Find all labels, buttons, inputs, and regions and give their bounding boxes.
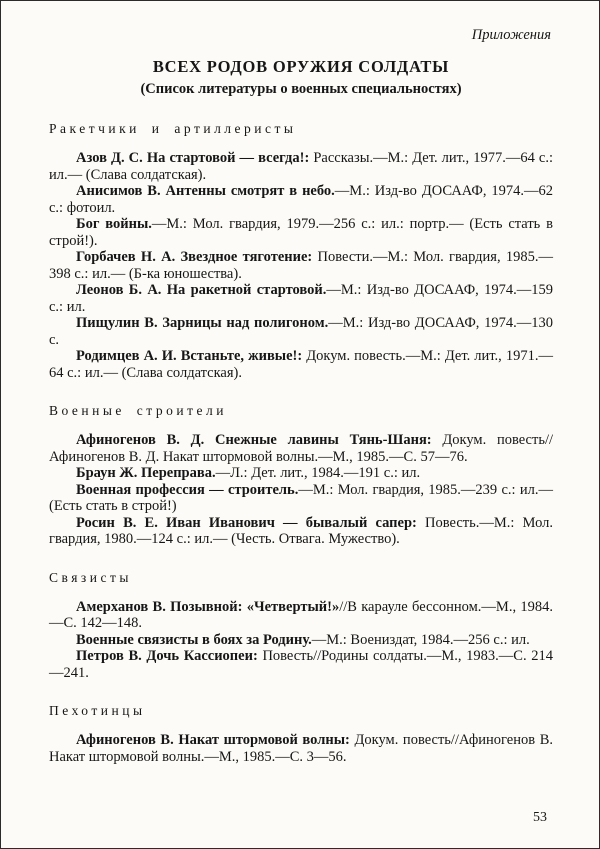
entry-author-title: Горбачев Н. А. Звездное тяготение:: [76, 249, 313, 265]
bib-entry: [49, 515, 553, 548]
entry-imprint: Повесть.—М.: Мол. гвардия, 1980.—124 с.: ил.— (Честь. Отвага. Мужество).: [49, 514, 554, 547]
entry-imprint: —М.: Изд-во ДОСААФ, 1974.—130 с.: [49, 315, 553, 348]
bib-entry: [49, 465, 553, 482]
running-head: [49, 27, 553, 44]
section-infantrymen: [49, 703, 553, 765]
title-block: [49, 56, 553, 99]
bib-entry: [49, 183, 553, 216]
running-head-text: Приложения: [471, 27, 551, 43]
bib-entry: [49, 150, 553, 183]
section-rocketeers-artillerymen: [49, 121, 553, 381]
bib-entry: [49, 482, 553, 515]
entry-author-title: Петров В. Дочь Кассиопеи:: [76, 648, 258, 664]
entry-imprint: Докум. повесть.—М.: Дет. лит., 1971.—64 с.: ил.— (Слава солдатская).: [49, 348, 553, 381]
entry-author-title: Браун Ж. Переправа.: [76, 465, 216, 481]
bib-entry: [49, 632, 553, 649]
bib-entry: [49, 348, 553, 381]
entry-author-title: Пищулин В. Зарницы над полигоном.: [76, 315, 329, 331]
bib-entry: [49, 249, 553, 282]
bib-entry: [49, 432, 553, 465]
section-signalmen: [49, 570, 553, 682]
entry-author-title: Военная профессия — строитель.: [76, 481, 299, 498]
bib-entry: [49, 282, 553, 315]
section-heading: Ракетчики и артиллеристы: [49, 121, 297, 136]
entry-author-title: Анисимов В. Антенны смотрят в небо.: [76, 183, 335, 199]
entry-author-title: Бог войны.: [76, 216, 152, 232]
section-heading: Пехотинцы: [49, 703, 146, 718]
page-number: 53: [533, 810, 547, 825]
section-heading: Связисты: [49, 569, 132, 585]
page-title: ВСЕХ РОДОВ ОРУЖИЯ СОЛДАТЫ: [152, 57, 450, 76]
page-subtitle: (Список литературы о военных специальностях): [140, 81, 462, 97]
entry-author-title: Родимцев А. И. Встаньте, живые!:: [76, 348, 303, 364]
entry-author-title: Азов Д. С. На стартовой — всегда!:: [76, 150, 310, 166]
entry-author-title: Военные связисты в боях за Родину.: [76, 631, 312, 648]
entry-imprint: Рассказы.—М.: Дет. лит., 1977.—64 с.: ил.— (Слава солдатская).: [49, 150, 553, 183]
bib-entry: [49, 732, 553, 765]
bib-entry: [49, 315, 553, 348]
entry-imprint: Докум. повесть//Афиногенов В. Накат штормовой волны.—М., 1985.—С. 3—56.: [49, 732, 553, 765]
entry-imprint: —М.: Изд-во ДОСААФ, 1974.—62 с.: фотоил.: [49, 183, 553, 216]
bib-entry: [49, 648, 553, 681]
entry-imprint: Докум. повесть//Афиногенов В. Д. Накат штормовой волны.—М., 1985.—С. 57—76.: [49, 432, 553, 465]
bib-entry: [49, 216, 553, 249]
section-military-builders: [49, 403, 553, 548]
entry-imprint: —М.: Мол. гвардия, 1979.—256 с.: ил.: портр.— (Есть стать в строй!).: [49, 216, 553, 249]
entry-imprint: Повести.—М.: Мол. гвардия, 1985.—398 с.: ил.— (Б-ка юношества).: [49, 249, 553, 282]
section-heading: Военные строители: [49, 403, 227, 418]
entry-imprint: —М.: Воениздат, 1984.—256 с.: ил.: [311, 631, 530, 648]
entry-imprint: —Л.: Дет. лит., 1984.—191 с.: ил.: [215, 465, 421, 481]
entry-author-title: Росин В. Е. Иван Иванович — бывалый сапер:: [76, 514, 417, 531]
entry-author-title: Леонов Б. А. На ракетной стартовой.: [76, 282, 327, 298]
bib-entry: [49, 599, 553, 632]
entry-imprint: —М.: Мол. гвардия, 1985.—239 с.: ил.— (Есть стать в строй!): [49, 481, 553, 514]
entry-author-title: Амерханов В. Позывной: «Четвертый!»: [76, 598, 340, 615]
entry-author-title: Афиногенов В. Накат штормовой волны:: [76, 732, 350, 748]
entry-imprint: Повесть//Родины солдаты.—М., 1983.—С. 214—241.: [49, 648, 553, 681]
entry-imprint: //В карауле бессонном.—М., 1984.—С. 142—148.: [49, 598, 553, 631]
entry-imprint: —М.: Изд-во ДОСААФ, 1974.—159 с.: ил.: [49, 282, 553, 315]
entry-author-title: Афиногенов В. Д. Снежные лавины Тянь-Шаня:: [76, 432, 432, 448]
